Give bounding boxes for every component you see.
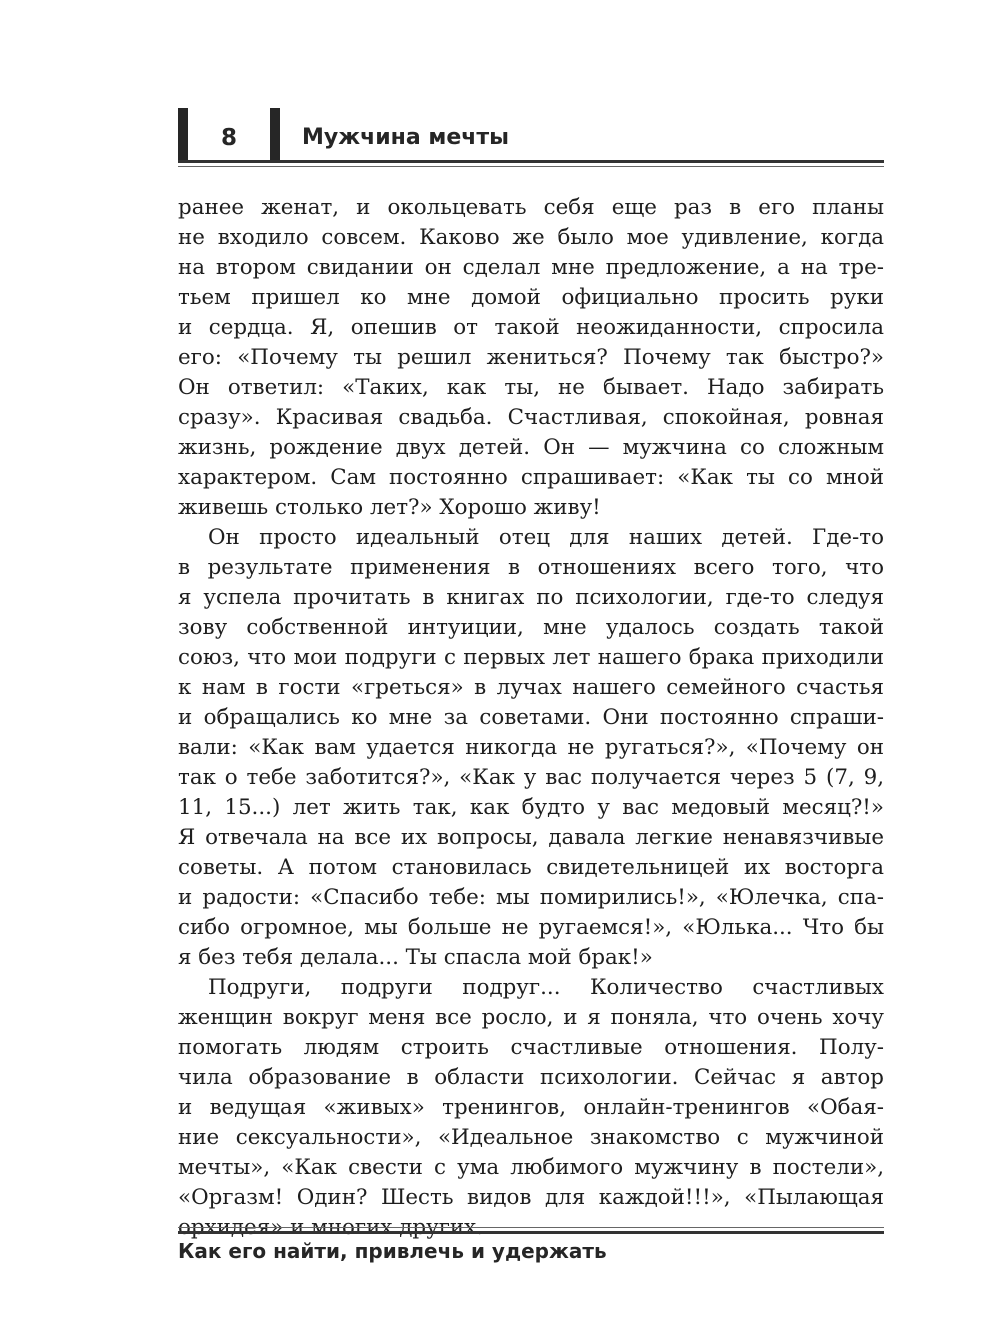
text-line: к нам в гости «греться» в лучах нашего семейного счастья [178, 675, 884, 700]
text-line: так о тебе заботится?», «Как у вас получается через 5 (7, 9, [178, 765, 884, 790]
running-title: Мужчина мечты [302, 125, 510, 150]
text-line: мечты», «Как свести с ума любимого мужчину в постели», [178, 1155, 884, 1180]
text-line: союз, что мои подруги с первых лет нашего брака приходили [178, 645, 884, 670]
book-title: Как его найти, привлечь и удержать [178, 1239, 607, 1263]
text-line: и ведущая «живых» тренингов, онлайн-тренингов «Обая- [178, 1095, 884, 1120]
text-line: вали: «Как вам удается никогда не ругаться?», «Почему он [178, 735, 884, 760]
paragraph-first-line: Он просто идеальный отец для наших детей. Где-то [208, 525, 884, 550]
text-line: Я отвечала на все их вопросы, давала легкие ненавязчивые [178, 825, 884, 850]
text-line: женщин вокруг меня все росло, и я поняла, что очень хочу [178, 1005, 884, 1030]
text-line: на втором свидании он сделал мне предложение, а на тре- [178, 255, 884, 280]
text-line: я успела прочитать в книгах по психологии, где-то следуя [178, 585, 884, 610]
text-line: советы. А потом становилась свидетельницей их восторга [178, 855, 884, 880]
text-line: «Оргазм! Один? Шесть видов для каждой!!!», «Пылающая [178, 1185, 884, 1210]
text-line: его: «Почему ты решил жениться? Почему так быстро?» [178, 345, 884, 370]
text-line: сибо огромное, мы больше не ругаемся!», «Юлька... Что бы [178, 915, 884, 940]
paragraph-last-line: живешь столько лет?» Хорошо живу! [178, 495, 601, 520]
header-bar-divider [270, 108, 280, 160]
text-line: в результате применения в отношениях всего того, что [178, 555, 884, 580]
text-line: жизнь, рождение двух детей. Он — мужчина со сложным [178, 435, 884, 460]
header-rule-thick [178, 160, 884, 163]
page-footer [178, 1227, 884, 1267]
text-line: не входило совсем. Каково же было мое удивление, когда [178, 225, 884, 250]
header-rule-thin [178, 166, 884, 167]
text-line: Он ответил: «Таких, как ты, не бывает. Надо забирать [178, 375, 884, 400]
text-line: и сердца. Я, опешив от такой неожиданности, спросила [178, 315, 884, 340]
text-line: помогать людям строить счастливые отношения. Полу- [178, 1035, 884, 1060]
footer-rule-thin [178, 1227, 884, 1228]
text-line: зову собственной интуиции, мне удалось создать такой [178, 615, 884, 640]
text-line: тьем пришел ко мне домой официально просить руки [178, 285, 884, 310]
page-header [178, 108, 884, 168]
body-text [178, 193, 884, 1243]
header-bar-left [178, 108, 188, 160]
text-line: ние сексуальности», «Идеальное знакомство с мужчиной [178, 1125, 884, 1150]
footer-rule-thick [178, 1231, 884, 1234]
text-line: и радости: «Спасибо тебе: мы помирились!», «Юлечка, спа- [178, 885, 884, 910]
paragraph-last-line: я без тебя делала... Ты спасла мой брак!» [178, 945, 653, 970]
text-line: ранее женат, и окольцевать себя еще раз в его планы [178, 195, 884, 220]
text-line: характером. Сам постоянно спрашивает: «Как ты со мной [178, 465, 884, 490]
paragraph-first-line: Подруги, подруги подруг... Количество счастливых [208, 975, 884, 1000]
page-number: 8 [220, 125, 237, 151]
text-line: 11, 15...) лет жить так, как будто у вас медовый месяц?!» [178, 795, 884, 820]
text-line: и обращались ко мне за советами. Они постоянно спраши- [178, 705, 884, 730]
text-line: сразу». Красивая свадьба. Счастливая, спокойная, ровная [178, 405, 884, 430]
text-line: чила образование в области психологии. Сейчас я автор [178, 1065, 884, 1090]
